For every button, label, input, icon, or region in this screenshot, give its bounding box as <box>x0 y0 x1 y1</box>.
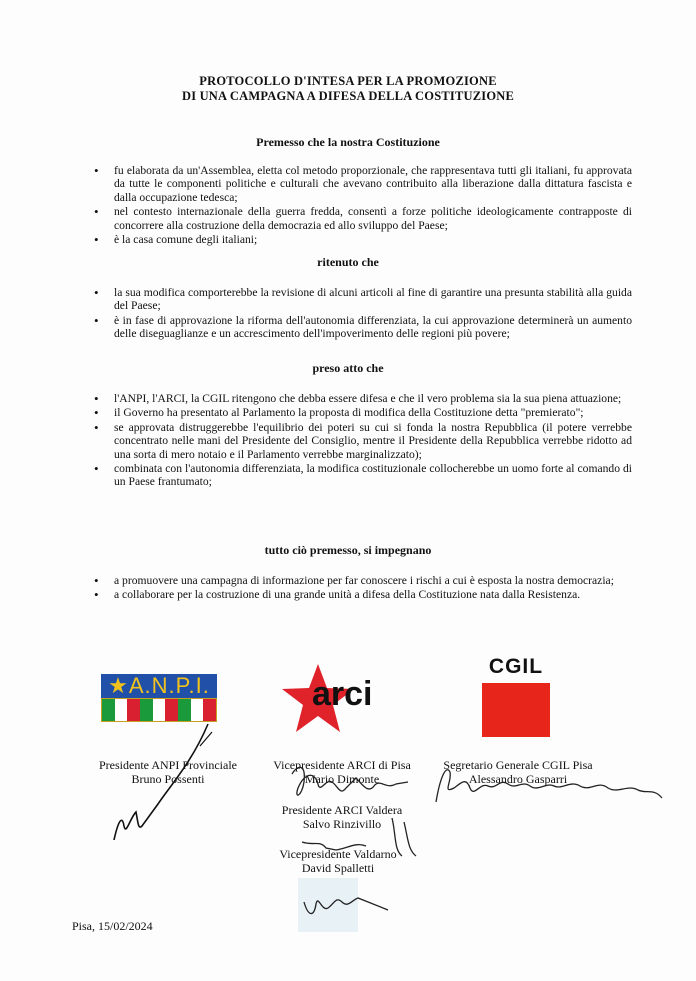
signatory-role: Vicepresidente ARCI di Pisa <box>273 758 411 772</box>
signature-valdarno <box>298 878 394 932</box>
list-item: • è in fase di approvazione la riforma dell'autonomia differenziata, la cui approvazione determinerà un aumento delle diseguaglianze e un accrescimento dell'impoverimento delle regioni più povere; <box>92 314 632 341</box>
signatory-role: Presidente ANPI Provinciale <box>99 758 237 772</box>
arci-logo <box>282 662 386 734</box>
list-item: • a collaborare per la costruzione di una grande unità a difesa della Costituzione nata dalla Resistenza. <box>92 588 632 601</box>
signatory-name: David Spalletti <box>301 861 375 875</box>
signatory-name: Mario Dimonte <box>304 772 380 786</box>
signatory-name: Alessandro Gasparri <box>468 772 568 786</box>
anpi-flag-stripes <box>101 698 217 722</box>
ritenuto-list <box>92 286 632 342</box>
signature-arci-valdera <box>296 812 426 862</box>
cgil-logo <box>480 655 552 737</box>
document-title-line-1: PROTOCOLLO D'INTESA PER LA PROMOZIONE <box>199 74 497 88</box>
anpi-logo-text: ★A.N.P.I. <box>101 674 217 698</box>
signature-arci-pisa <box>286 760 416 808</box>
list-item: • la sua modifica comporterebbe la revisione di alcuni articoli al fine di garantire una presunta stabilità alla guida del Paese; <box>92 286 632 313</box>
list-item: • se approvata distruggerebbe l'equilibrio dei poteri su cui si fonda la nostra Repubblica (il potere verrebbe concentrato nelle mani del Presidente del Consiglio, mentre il Presidente della Repubblica verrebbe ridotto ad una sorta di mero notaio e il Parlamento verrebbe marginalizzato); <box>92 421 632 461</box>
list-item: • l'ANPI, l'ARCI, la CGIL ritengono che debba essere difesa e che il vero problema sia la sua piena attuazione; <box>92 392 632 405</box>
section-heading-impegnano: tutto ciò premesso, si impegnano <box>264 543 432 557</box>
cgil-logo-text: CGIL <box>488 655 544 678</box>
premesso-list <box>92 164 632 247</box>
preso-atto-list <box>92 392 632 490</box>
section-heading-premesso: Premesso che la nostra Costituzione <box>256 135 440 149</box>
cgil-red-square <box>482 683 550 737</box>
section-heading-preso-atto: preso atto che <box>312 361 384 375</box>
section-heading-ritenuto: ritenuto che <box>317 255 379 269</box>
list-item: • fu elaborata da un'Assemblea, eletta col metodo proporzionale, che rappresentava tutti gli italiani, fu approvata da tutte le componenti politiche e culturali che avevano contribuito alla liberazione dalla dittatura fascista e dalla occupazione tedesca; <box>92 164 632 204</box>
list-item: • a promuovere una campagna di informazione per far conoscere i rischi a cui è esposta la nostra democrazia; <box>92 574 632 587</box>
list-item: • è la casa comune degli italiani; <box>92 233 632 246</box>
list-item: • combinata con l'autonomia differenziata, la modifica costituzionale collocherebbe un uomo forte al comando di un Paese frantumato; <box>92 462 632 489</box>
document-title-line-2: DI UNA CAMPAGNA A DIFESA DELLA COSTITUZIONE <box>181 89 515 103</box>
signature-cgil <box>430 758 670 810</box>
signatory-role: Segretario Generale CGIL Pisa <box>443 758 593 772</box>
list-item: • nel contesto internazionale della guerra fredda, consentì a forze politiche ideologicamente contrapposte di concorrere alla costruzione della democrazia ed allo sviluppo del Paese; <box>92 205 632 232</box>
impegnano-list <box>92 574 632 603</box>
arci-logo-text: arci <box>312 675 373 713</box>
document-date: Pisa, 15/02/2024 <box>72 919 153 933</box>
signatory-role: Vicepresidente Valdarno <box>279 847 397 861</box>
signatory-name: Salvo Rinzivillo <box>302 817 382 831</box>
list-item: • il Governo ha presentato al Parlamento la proposta di modifica della Costituzione detta "premierato"; <box>92 406 632 419</box>
signature-anpi <box>108 722 218 852</box>
signatory-name: Bruno Possenti <box>131 772 205 786</box>
signatory-role: Presidente ARCI Valdera <box>281 803 403 817</box>
anpi-logo <box>101 674 217 722</box>
